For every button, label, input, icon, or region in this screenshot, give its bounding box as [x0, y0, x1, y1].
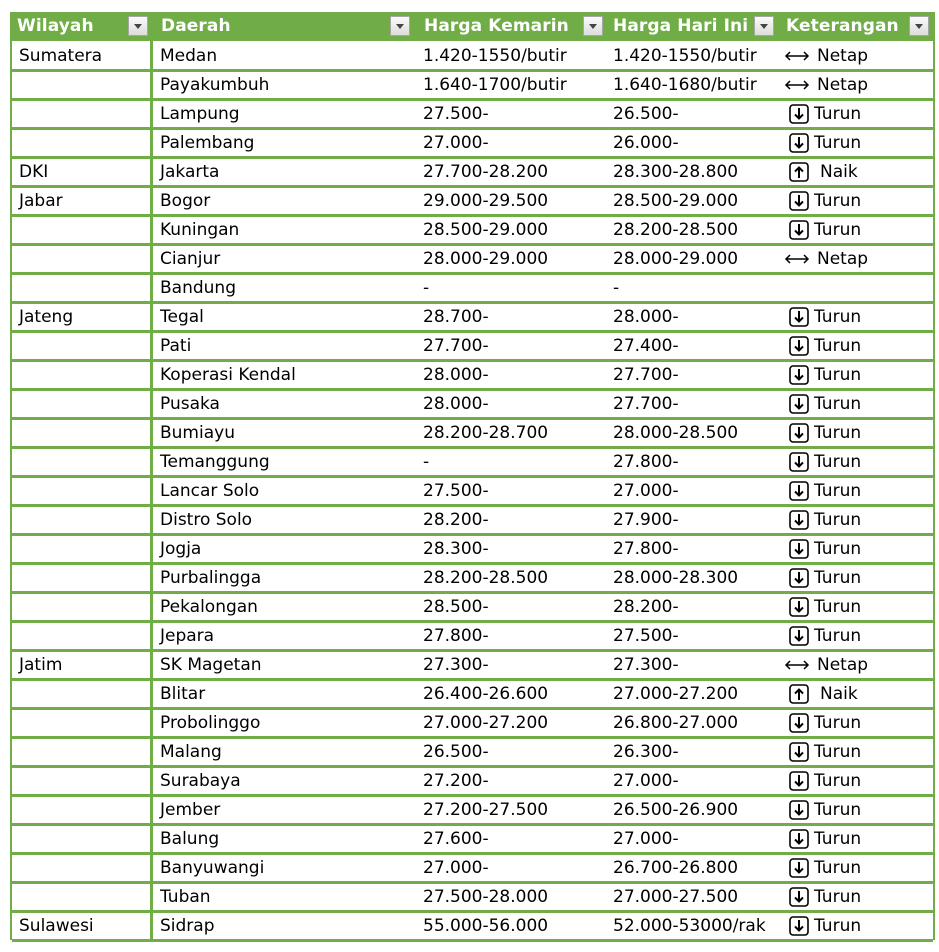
- cell-harga-kemarin[interactable]: 27.700-28.200: [423, 162, 549, 182]
- cell-daerah[interactable]: Kuningan: [160, 220, 240, 240]
- cell-harga-kemarin[interactable]: 27.700-: [423, 336, 489, 356]
- cell-harga-kemarin[interactable]: 27.200-: [423, 771, 489, 791]
- cell-daerah[interactable]: Koperasi Kendal: [160, 365, 296, 385]
- cell-keterangan[interactable]: Turun: [814, 771, 862, 791]
- grid-border-right: [933, 12, 935, 940]
- cell-harga-hari-ini[interactable]: 1.640-1680/butir: [613, 75, 757, 95]
- cell-harga-hari-ini[interactable]: 26.000-: [613, 133, 679, 153]
- cell-daerah[interactable]: Tegal: [160, 307, 204, 327]
- down-arrow-icon: [788, 857, 810, 879]
- cell-keterangan[interactable]: Turun: [814, 916, 862, 936]
- cell-daerah[interactable]: Payakumbuh: [160, 75, 270, 95]
- down-arrow-icon: [788, 335, 810, 357]
- filter-dropdown-icon[interactable]: [583, 16, 603, 36]
- cell-harga-kemarin[interactable]: 1.640-1700/butir: [423, 75, 567, 95]
- cell-daerah[interactable]: Pati: [160, 336, 192, 356]
- cell-daerah[interactable]: Cianjur: [160, 249, 221, 269]
- cell-keterangan[interactable]: Turun: [814, 510, 862, 530]
- cell-harga-kemarin[interactable]: 27.600-: [423, 829, 489, 849]
- cell-daerah[interactable]: Lampung: [160, 104, 240, 124]
- down-arrow-icon: [788, 915, 810, 937]
- cell-keterangan[interactable]: Turun: [814, 829, 862, 849]
- cell-daerah[interactable]: Balung: [160, 829, 220, 849]
- down-arrow-icon: [788, 219, 810, 241]
- cell-keterangan[interactable]: Turun: [814, 887, 862, 907]
- cell-harga-kemarin[interactable]: 55.000-56.000: [423, 916, 549, 936]
- cell-harga-kemarin[interactable]: 27.200-27.500: [423, 800, 549, 820]
- cell-harga-kemarin[interactable]: 27.500-: [423, 481, 489, 501]
- cell-harga-kemarin[interactable]: 26.500-: [423, 742, 489, 762]
- down-arrow-icon: [788, 828, 810, 850]
- cell-harga-hari-ini[interactable]: 27.800-: [613, 452, 679, 472]
- cell-harga-kemarin[interactable]: 28.000-29.000: [423, 249, 549, 269]
- cell-harga-hari-ini[interactable]: 27.300-: [613, 655, 679, 675]
- filter-dropdown-icon[interactable]: [754, 16, 774, 36]
- cell-keterangan[interactable]: Netap: [817, 46, 869, 66]
- filter-dropdown-icon[interactable]: [909, 16, 929, 36]
- cell-keterangan[interactable]: Turun: [814, 742, 862, 762]
- down-arrow-icon: [788, 770, 810, 792]
- header-label: Keterangan: [786, 16, 899, 36]
- cell-daerah[interactable]: Jember: [160, 800, 221, 820]
- cell-daerah[interactable]: Blitar: [160, 684, 206, 704]
- cell-harga-hari-ini[interactable]: 27.900-: [613, 510, 679, 530]
- down-arrow-icon: [788, 567, 810, 589]
- cell-harga-hari-ini[interactable]: 27.500-: [613, 626, 679, 646]
- cell-daerah[interactable]: Temanggung: [160, 452, 270, 472]
- cell-harga-kemarin[interactable]: -: [423, 452, 430, 472]
- cell-harga-kemarin[interactable]: 27.000-: [423, 858, 489, 878]
- cell-keterangan[interactable]: Turun: [814, 191, 862, 211]
- cell-harga-kemarin[interactable]: 28.300-: [423, 539, 489, 559]
- cell-keterangan[interactable]: Netap: [817, 75, 869, 95]
- left-right-arrow-icon: [784, 45, 806, 67]
- down-arrow-icon: [788, 625, 810, 647]
- cell-harga-hari-ini[interactable]: 28.200-: [613, 597, 679, 617]
- cell-harga-kemarin[interactable]: 27.800-: [423, 626, 489, 646]
- cell-daerah[interactable]: Surabaya: [160, 771, 241, 791]
- cell-daerah[interactable]: Probolinggo: [160, 713, 261, 733]
- cell-keterangan[interactable]: Turun: [814, 133, 862, 153]
- cell-daerah[interactable]: SK Magetan: [160, 655, 262, 675]
- cell-harga-kemarin[interactable]: 29.000-29.500: [423, 191, 549, 211]
- cell-daerah[interactable]: Lancar Solo: [160, 481, 260, 501]
- cell-harga-hari-ini[interactable]: 27.000-: [613, 771, 679, 791]
- cell-keterangan[interactable]: Netap: [817, 655, 869, 675]
- cell-harga-hari-ini[interactable]: 28.000-28.300: [613, 568, 739, 588]
- cell-daerah[interactable]: Pekalongan: [160, 597, 258, 617]
- cell-daerah[interactable]: Pusaka: [160, 394, 220, 414]
- cell-harga-kemarin[interactable]: 26.400-26.600: [423, 684, 549, 704]
- cell-keterangan[interactable]: Turun: [814, 365, 862, 385]
- cell-wilayah[interactable]: DKI: [19, 162, 49, 182]
- cell-harga-kemarin[interactable]: 27.000-27.200: [423, 713, 549, 733]
- grid-border-left: [10, 12, 12, 940]
- cell-harga-kemarin[interactable]: 28.000-: [423, 394, 489, 414]
- cell-keterangan[interactable]: Turun: [814, 394, 862, 414]
- down-arrow-icon: [788, 393, 810, 415]
- header-label: Daerah: [161, 16, 231, 36]
- cell-daerah[interactable]: Jogja: [160, 539, 202, 559]
- cell-harga-hari-ini[interactable]: 27.800-: [613, 539, 679, 559]
- down-arrow-icon: [788, 538, 810, 560]
- cell-keterangan[interactable]: Netap: [817, 249, 869, 269]
- cell-harga-kemarin[interactable]: -: [423, 278, 430, 298]
- cell-harga-hari-ini[interactable]: 27.700-: [613, 365, 679, 385]
- down-arrow-icon: [788, 596, 810, 618]
- cell-harga-kemarin[interactable]: 28.500-: [423, 597, 489, 617]
- down-arrow-icon: [788, 306, 810, 328]
- cell-keterangan[interactable]: Turun: [814, 800, 862, 820]
- cell-harga-hari-ini[interactable]: 52.000-53000/rak: [613, 916, 766, 936]
- header-harga-hari-ini[interactable]: [608, 12, 780, 41]
- cell-daerah[interactable]: Banyuwangi: [160, 858, 265, 878]
- cell-keterangan[interactable]: Turun: [814, 336, 862, 356]
- header-label: Wilayah: [17, 16, 94, 36]
- cell-harga-hari-ini[interactable]: 28.500-29.000: [613, 191, 739, 211]
- cell-wilayah[interactable]: Sumatera: [19, 46, 103, 66]
- header-wilayah[interactable]: [12, 12, 153, 41]
- cell-harga-kemarin[interactable]: 28.200-28.500: [423, 568, 549, 588]
- cell-harga-hari-ini[interactable]: 26.700-26.800: [613, 858, 739, 878]
- cell-harga-hari-ini[interactable]: -: [613, 278, 620, 298]
- cell-harga-kemarin[interactable]: 28.200-: [423, 510, 489, 530]
- cell-keterangan[interactable]: Turun: [814, 481, 862, 501]
- cell-harga-hari-ini[interactable]: 28.000-: [613, 307, 679, 327]
- header-label: Harga Hari Ini: [613, 16, 749, 36]
- filter-dropdown-icon[interactable]: [390, 16, 410, 36]
- cell-keterangan[interactable]: Turun: [814, 452, 862, 472]
- down-arrow-icon: [788, 886, 810, 908]
- cell-daerah[interactable]: Bandung: [160, 278, 236, 298]
- cell-harga-kemarin[interactable]: 28.000-: [423, 365, 489, 385]
- cell-keterangan[interactable]: Turun: [814, 626, 862, 646]
- cell-keterangan[interactable]: Turun: [814, 858, 862, 878]
- cell-keterangan[interactable]: Naik: [820, 684, 858, 704]
- cell-daerah[interactable]: Distro Solo: [160, 510, 253, 530]
- cell-wilayah[interactable]: Jatim: [19, 655, 63, 675]
- down-arrow-icon: [788, 799, 810, 821]
- down-arrow-icon: [788, 451, 810, 473]
- cell-harga-hari-ini[interactable]: 27.000-: [613, 481, 679, 501]
- down-arrow-icon: [788, 712, 810, 734]
- header-harga-kemarin[interactable]: [419, 12, 609, 41]
- cell-keterangan[interactable]: Turun: [814, 597, 862, 617]
- cell-daerah[interactable]: Bumiayu: [160, 423, 235, 443]
- cell-harga-kemarin[interactable]: 1.420-1550/butir: [423, 46, 567, 66]
- cell-keterangan[interactable]: Turun: [814, 423, 862, 443]
- cell-daerah[interactable]: Purbalingga: [160, 568, 262, 588]
- cell-daerah[interactable]: Tuban: [160, 887, 211, 907]
- down-arrow-icon: [788, 364, 810, 386]
- cell-daerah[interactable]: Palembang: [160, 133, 255, 153]
- cell-harga-kemarin[interactable]: 27.300-: [423, 655, 489, 675]
- filter-dropdown-icon[interactable]: [128, 16, 148, 36]
- cell-daerah[interactable]: Jepara: [160, 626, 215, 646]
- cell-harga-kemarin[interactable]: 28.700-: [423, 307, 489, 327]
- cell-daerah[interactable]: Jakarta: [160, 162, 220, 182]
- cell-keterangan[interactable]: Turun: [814, 713, 862, 733]
- cell-keterangan[interactable]: Turun: [814, 307, 862, 327]
- column-divider: [150, 12, 153, 940]
- cell-harga-hari-ini[interactable]: 26.300-: [613, 742, 679, 762]
- down-arrow-icon: [788, 190, 810, 212]
- left-right-arrow-icon: [784, 74, 806, 96]
- cell-harga-hari-ini[interactable]: 26.500-: [613, 104, 679, 124]
- cell-harga-hari-ini[interactable]: 27.000-27.500: [613, 887, 739, 907]
- cell-harga-hari-ini[interactable]: 28.000-28.500: [613, 423, 739, 443]
- cell-harga-kemarin[interactable]: 28.200-28.700: [423, 423, 549, 443]
- cell-daerah[interactable]: Malang: [160, 742, 222, 762]
- cell-harga-hari-ini[interactable]: 27.000-: [613, 829, 679, 849]
- down-arrow-icon: [788, 741, 810, 763]
- up-arrow-icon: [788, 161, 810, 183]
- left-right-arrow-icon: [784, 654, 806, 676]
- cell-harga-hari-ini[interactable]: 26.800-27.000: [613, 713, 739, 733]
- cell-harga-kemarin[interactable]: 27.000-: [423, 133, 489, 153]
- cell-keterangan[interactable]: Turun: [814, 539, 862, 559]
- cell-keterangan[interactable]: Naik: [820, 162, 858, 182]
- cell-daerah[interactable]: Bogor: [160, 191, 211, 211]
- down-arrow-icon: [788, 422, 810, 444]
- cell-harga-hari-ini[interactable]: 27.000-27.200: [613, 684, 739, 704]
- up-arrow-icon: [788, 683, 810, 705]
- cell-harga-kemarin[interactable]: 27.500-28.000: [423, 887, 549, 907]
- cell-wilayah[interactable]: Jateng: [19, 307, 74, 327]
- cell-keterangan[interactable]: Turun: [814, 568, 862, 588]
- cell-harga-kemarin[interactable]: 27.500-: [423, 104, 489, 124]
- cell-keterangan[interactable]: Turun: [814, 220, 862, 240]
- down-arrow-icon: [788, 480, 810, 502]
- down-arrow-icon: [788, 509, 810, 531]
- header-keterangan[interactable]: [781, 12, 933, 41]
- cell-harga-hari-ini[interactable]: 28.000-29.000: [613, 249, 739, 269]
- cell-harga-kemarin[interactable]: 28.500-29.000: [423, 220, 549, 240]
- cell-harga-hari-ini[interactable]: 28.300-28.800: [613, 162, 739, 182]
- cell-daerah[interactable]: Medan: [160, 46, 218, 66]
- cell-harga-hari-ini[interactable]: 1.420-1550/butir: [613, 46, 757, 66]
- cell-harga-hari-ini[interactable]: 27.700-: [613, 394, 679, 414]
- cell-wilayah[interactable]: Jabar: [19, 191, 63, 211]
- cell-daerah[interactable]: Sidrap: [160, 916, 215, 936]
- down-arrow-icon: [788, 132, 810, 154]
- cell-keterangan[interactable]: Turun: [814, 104, 862, 124]
- cell-harga-hari-ini[interactable]: 27.400-: [613, 336, 679, 356]
- cell-harga-hari-ini[interactable]: 28.200-28.500: [613, 220, 739, 240]
- cell-wilayah[interactable]: Sulawesi: [19, 916, 94, 936]
- down-arrow-icon: [788, 103, 810, 125]
- cell-harga-hari-ini[interactable]: 26.500-26.900: [613, 800, 739, 820]
- left-right-arrow-icon: [784, 248, 806, 270]
- header-daerah[interactable]: [156, 12, 421, 41]
- header-label: Harga Kemarin: [424, 16, 569, 36]
